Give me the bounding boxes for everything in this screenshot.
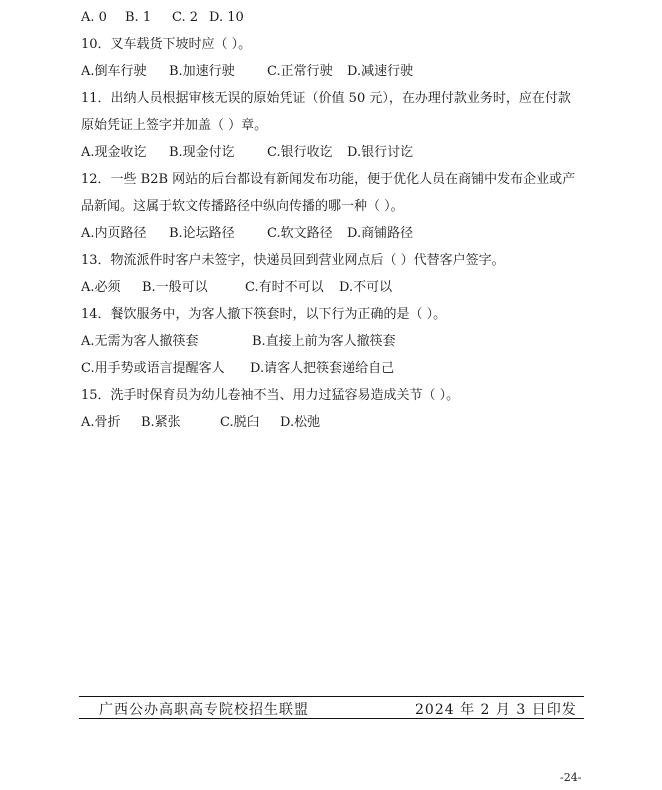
q14-option-a: A.无需为客人撤筷套 bbox=[81, 334, 199, 349]
q11-option-b: B.现金付讫 bbox=[169, 145, 235, 160]
q9-option-b: B. 1 bbox=[125, 10, 152, 25]
q9-option-c: C. 2 bbox=[172, 10, 199, 25]
footer-date: 2024 年 2 月 3 日印发 bbox=[415, 702, 577, 718]
q10-question: 10．叉车载货下坡时应（ ）。 bbox=[81, 37, 252, 52]
q15-option-d: D.松弛 bbox=[280, 415, 321, 430]
q10-option-d: D.减速行驶 bbox=[347, 64, 414, 79]
q11-options bbox=[81, 144, 413, 162]
q12-question-line2: 品新闻。这属于软文传播路径中纵向传播的哪一种（ ）。 bbox=[81, 199, 404, 214]
q11-question-line1: 11．出纳人员根据审核无误的原始凭证（价值 50 元），在办理付款业务时，应在付款 bbox=[81, 91, 571, 106]
q13-question: 13．物流派件时客户未签字，快递员回到营业网点后（ ）代替客户签字。 bbox=[81, 253, 505, 268]
q15-options bbox=[81, 414, 320, 432]
q13-option-d: D.不可以 bbox=[339, 280, 393, 295]
q12-option-b: B.论坛路径 bbox=[169, 226, 235, 241]
q12-options bbox=[81, 225, 413, 243]
q14-question: 14．餐饮服务中，为客人撤下筷套时，以下行为正确的是（ ）。 bbox=[81, 307, 447, 322]
q15-option-a: A.骨折 bbox=[81, 415, 121, 430]
q9-options bbox=[81, 9, 244, 27]
q11-option-a: A.现金收讫 bbox=[81, 145, 147, 160]
footer-issuer: 广西公办高职高专院校招生联盟 bbox=[99, 702, 309, 718]
q14-option-c: C.用手势或语言提醒客人 bbox=[81, 361, 225, 376]
page-number: -24- bbox=[560, 771, 582, 784]
q11-option-d: D.银行讨讫 bbox=[347, 145, 414, 160]
q9-option-d: D. 10 bbox=[209, 10, 244, 25]
q9-option-a: A. 0 bbox=[81, 10, 107, 25]
q12-question-line1: 12．一些 B2B 网站的后台都设有新闻发布功能，便于优化人员在商铺中发布企业或产 bbox=[81, 172, 576, 187]
q10-option-c: C.正常行驶 bbox=[267, 64, 333, 79]
q14-options-row2 bbox=[81, 360, 394, 378]
q14-option-d: D.请客人把筷套递给自己 bbox=[250, 361, 395, 376]
q13-option-b: B.一般可以 bbox=[142, 280, 208, 295]
q12-option-d: D.商铺路径 bbox=[347, 226, 414, 241]
footer-top-rule bbox=[79, 696, 584, 697]
q12-option-c: C.软文路径 bbox=[267, 226, 333, 241]
q11-option-c: C.银行收讫 bbox=[267, 145, 333, 160]
q14-options-row1 bbox=[81, 333, 396, 351]
q11-question-line2: 原始凭证上签字并加盖（ ）章。 bbox=[81, 118, 268, 133]
q15-option-c: C.脱臼 bbox=[220, 415, 260, 430]
q15-question: 15．洗手时保育员为幼儿卷袖不当、用力过猛容易造成关节（ ）。 bbox=[81, 388, 460, 403]
q14-option-b: B.直接上前为客人撤筷套 bbox=[252, 334, 396, 349]
q10-options bbox=[81, 63, 413, 81]
q12-option-a: A.内页路径 bbox=[81, 226, 147, 241]
q13-options bbox=[81, 279, 392, 297]
footer-bottom-rule bbox=[79, 718, 584, 719]
q13-option-c: C.有时不可以 bbox=[245, 280, 324, 295]
q15-option-b: B.紧张 bbox=[141, 415, 181, 430]
q13-option-a: A.必须 bbox=[81, 280, 121, 295]
q10-option-b: B.加速行驶 bbox=[169, 64, 235, 79]
q10-option-a: A.倒车行驶 bbox=[81, 64, 147, 79]
